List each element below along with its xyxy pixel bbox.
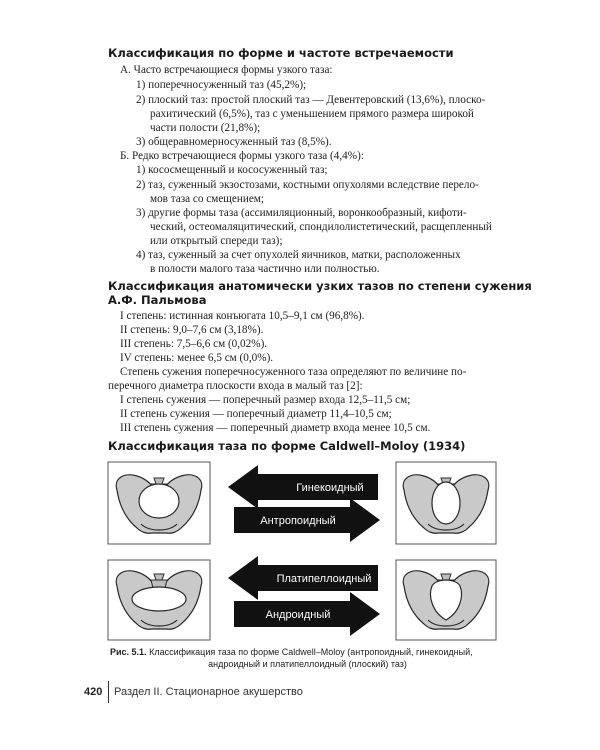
- pelvis-box-platypelloid: [108, 560, 210, 640]
- list-item: 4) таз, суженный за счет опухолей яичников, матки, расположенных: [136, 249, 461, 261]
- list-group-a: А. Часто встречающиеся формы узкого таза:: [120, 64, 333, 76]
- section-heading-caldwell-moloy: Классификация таза по форме Caldwell–Moloy (1934): [108, 439, 466, 453]
- figure-caption-text-line2: андроидный и платипеллоидный (плоский) таз): [208, 659, 407, 669]
- platypelloid-inlet: [132, 587, 186, 611]
- figure-caption: [110, 646, 505, 670]
- footer-divider: [108, 681, 109, 703]
- degree-line: II степень: 9,0–7,6 см (3,18%).: [120, 324, 264, 336]
- list-item-continued: рахитический (6,5%), таз с уменьшением прямого размера широкой: [150, 108, 474, 120]
- list-item-continued: ческий, остеомаляцитический, спондилолистетический, расщепленный: [150, 221, 492, 233]
- gynecoid-inlet: [139, 484, 179, 518]
- anthropoid-inlet: [432, 482, 460, 524]
- paragraph-line: Степень сужения поперечносуженного таза определяют по величине по-: [120, 366, 467, 378]
- degree-line: I степень сужения — поперечный размер входа 12,5–11,5 см;: [120, 394, 411, 406]
- degree-line: I степень: истинная конъюгата 10,5–9,1 см (96,8%).: [120, 310, 365, 322]
- list-item-continued: мов таза со смещением;: [150, 193, 265, 205]
- list-item: 1) поперечносуженный таз (45,2%);: [136, 79, 307, 91]
- running-footer-section: Раздел II. Стационарное акушерство: [114, 686, 303, 698]
- list-item-continued: части полости (21,8%);: [150, 122, 261, 134]
- list-group-b: Б. Редко встречающиеся формы узкого таза (4,4%):: [120, 150, 364, 162]
- list-item: 3) другие формы таза (ассимиляционный, воронкообразный, кифоти-: [136, 207, 467, 219]
- page-number: 420: [84, 686, 103, 698]
- arrow-android: [234, 592, 380, 636]
- paragraph-line: перечного диаметра плоскости входа в малый таз [2]:: [108, 380, 363, 392]
- arrow-label-android: Андроидный: [265, 609, 331, 621]
- list-item-continued: в полости малого таза частично или полностью.: [150, 263, 380, 275]
- degree-line: II степень сужения — поперечный диаметр 11,4–10,5 см;: [120, 408, 392, 420]
- list-item: 2) таз, суженный экзостозами, костными опухолями вследствие перело-: [136, 179, 479, 191]
- section-heading-form-frequency: Классификация по форме и частоте встречаемости: [108, 46, 454, 60]
- list-item: 3) общеравномерносуженный таз (8,5%).: [136, 136, 332, 148]
- list-item: 1) кососмещенный и кососуженный таз;: [136, 164, 328, 176]
- pelvis-box-anthropoid: [396, 462, 496, 544]
- section-heading-palmov-line2: А.Ф. Пальмова: [108, 293, 207, 307]
- arrow-label-platypelloid: Платипеллоидный: [276, 573, 372, 585]
- arrow-platypelloid: [228, 556, 378, 600]
- arrow-label-anthropoid: Антропоидный: [260, 515, 336, 527]
- figure-caption-text-line1: Классификация таза по форме Caldwell–Moloy (антропоидный, гинекоидный,: [149, 647, 473, 657]
- degree-line: III степень: 7,5–6,6 см (0,02%).: [120, 338, 268, 350]
- figure-caption-label: Рис. 5.1.: [110, 647, 147, 657]
- pelvis-box-android: [396, 560, 496, 640]
- degree-line: III степень сужения — поперечный диаметр входа менее 10,5 см.: [120, 422, 431, 434]
- list-item: 2) плоский таз: простой плоский таз — Девентеровский (13,6%), плоско-: [136, 94, 486, 106]
- degree-line: IV степень: менее 6,5 см (0,0%).: [120, 352, 274, 364]
- arrow-label-gynecoid: Гинекоидный: [296, 482, 364, 494]
- pelvis-box-gynecoid: [108, 462, 210, 544]
- section-heading-palmov-line1: Классификация анатомически узких тазов по степени сужения: [108, 279, 532, 293]
- list-item-continued: или открытый спереди таз);: [150, 235, 283, 247]
